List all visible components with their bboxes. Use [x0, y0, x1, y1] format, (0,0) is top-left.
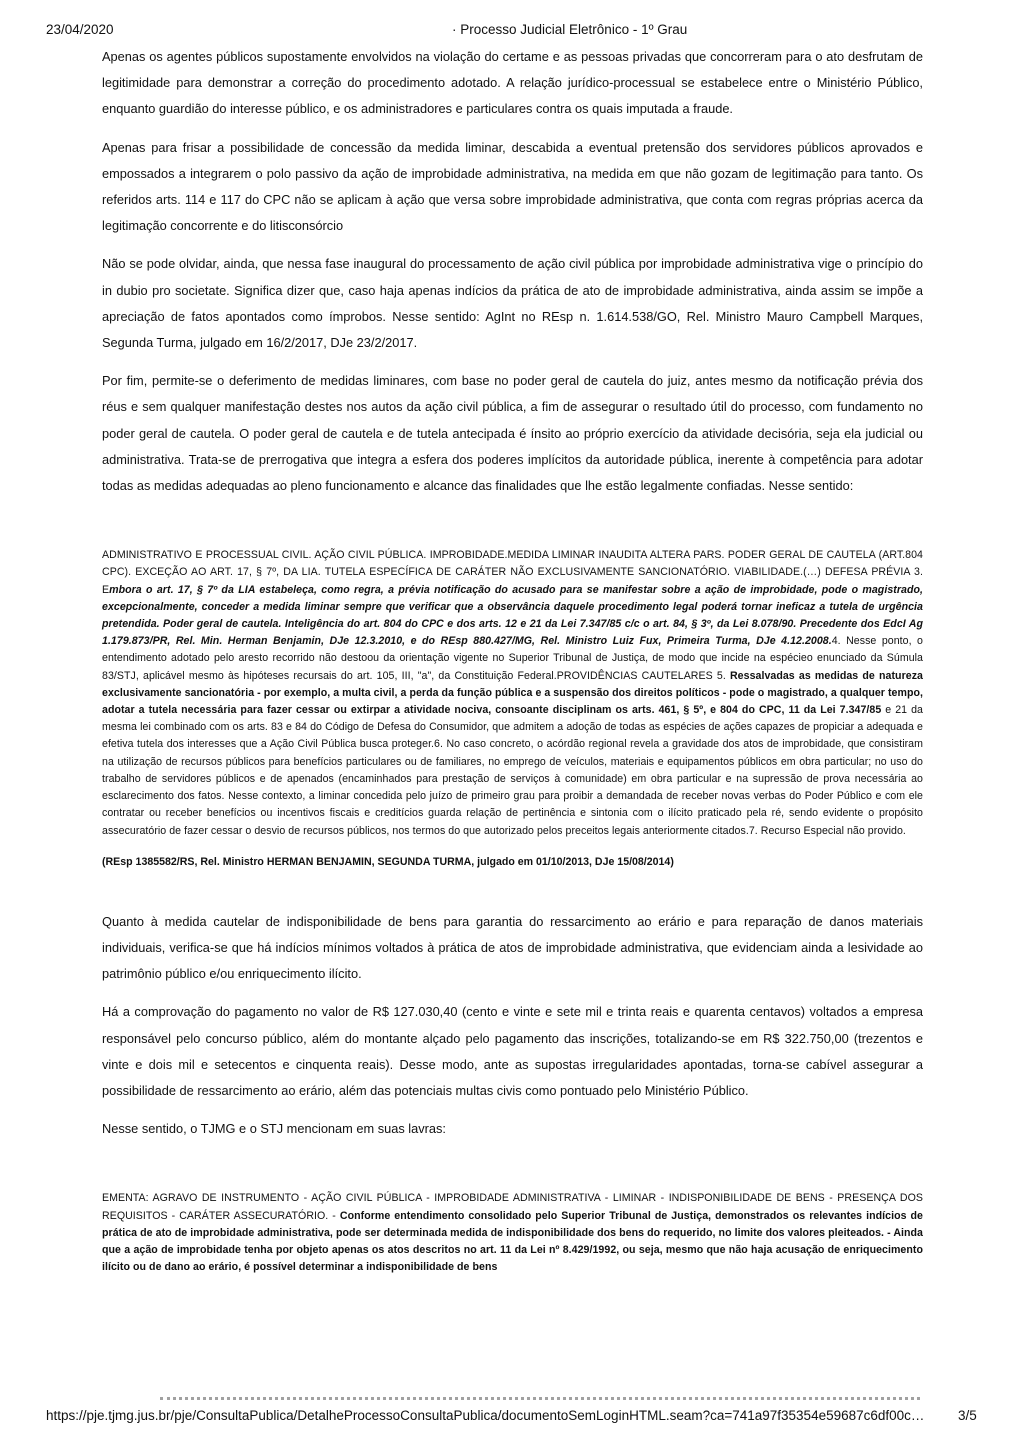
quote-emphasis-bold: Conforme entendimento consolidado pelo Superior Tribunal de Justiça, demonstrados os relevantes indícios de prática de ato de improbidade administrativa, pode ser determinada medida de indisponibilidade dos bens do requerido, no limite dos valores pleiteados. - Ainda que a ação de improbidade tenha por objeto apenas os atos descritos no art. 11 da Lei nº 8.429/1992, ou seja, mesmo que não haja acusação de enriquecimento ilícito ou de dano ao erário, é possível determinar a indisponibilidade de bens	[102, 1209, 923, 1274]
paragraph-legitimidade: Apenas os agentes públicos supostamente envolvidos na violação do certame e as pessoas privadas que concorreram para o ato desfrutam de legitimidade para demonstrar a correção do procedimento adotado. A relação jurídico-processual se estabelece entre o Ministério Público, enquanto guardião do interesse público, e os administradores e particulares contra os quais imputada a fraude.	[102, 49, 923, 117]
quote-emphasis-bold: Ressalvadas as medidas de natureza exclusivamente sancionatória - por exemplo, a multa civil, a perda da função pública e a suspensão dos direitos políticos - pode o magistrado, a qualquer tempo, adotar a tutela necessária para fazer cessar ou extirpar a atividade nociva, consoante disciplinam os arts. 461, § 5º, e 804 do CPC, 11 da Lei 7.347/85	[102, 669, 923, 717]
quote-agravo-ementa	[102, 1190, 923, 1276]
paragraph-pagamento: Há a comprovação do pagamento no valor de R$ 127.030,40 (cento e vinte e sete mil e trinta reais e quarenta centavos) voltados a empresa responsável pelo concurso público, além do montante alçado pelo pagamento das inscrições, totalizando-se em R$ 322.750,00 (trezentos e vinte e dois mil e setecentos e cinquenta reais). Desse modo, ante as supostas irregularidades apontadas, torna-se cabível assegurar a possibilidade de ressarcimento ao erário, além das potenciais multas civis como pontuado pelo Ministério Público.	[102, 1004, 923, 1098]
quote-resp-1385582	[102, 547, 923, 839]
header-date: 23/04/2020	[46, 22, 114, 37]
quote-text-continued: e 21 da mesma lei combinado com os arts. 83 e 84 do Código de Defesa do Consumidor, que admitem a adoção de todas as espécies de ações capazes de propiciar a adequada e efetiva tutela dos interesses que a Ação Civil Pública busca proteger.6. No caso concreto, o acórdão regional revela a gravidade dos atos de improbidade, que consistiram na utilização de recursos públicos para benefícios particulares ou de familiares, no emprego de veículos, materiais e equipamentos públicos em obra particular; no uso do trabalho de servidores públicos e de apenados (encaminhados para prestação de serviços à comunidade) em obra particular e na supressão de prova necessária ao esclarecimento dos fatos. Nesse contexto, a liminar concedida pelo juízo de primeiro grau para proibir a demandada de receber novas verbas do Poder Público e com ele contratar ou receber benefícios ou incentivos fiscais e creditícios guarda relação de pertinência e sintonia com o ilícito praticado pela ré, sendo evidente o propósito assecuratório de fazer cessar o desvio de recursos públicos, nos termos do que autorizado pelos preceitos legais anteriormente citados.7. Recurso Especial não provido.	[102, 704, 923, 837]
paragraph-poder-geral-cautela: Por fim, permite-se o deferimento de medidas liminares, com base no poder geral de cautela do juiz, antes mesmo da notificação prévia dos réus e sem qualquer manifestação destes nos autos da ação civil pública, a fim de assegurar o resultado útil do processo, com fundamento no poder geral de cautela. O poder geral de cautela e de tutela antecipada é ínsito ao próprio exercício da atividade decisória, seja ela judicial ou administrativa. Trata-se de prerrogativa que integra a esfera dos poderes implícitos da autoridade pública, inerente à competência para adotar todas as medidas adequadas ao pleno funcionamento e alcance das finalidades que lhe estão legalmente confiadas. Nesse sentido:	[102, 373, 923, 494]
header-title: · Processo Judicial Eletrônico - 1º Grau	[452, 22, 688, 37]
quote-ementa-heading: ADMINISTRATIVO E PROCESSUAL CIVIL. AÇÃO CIVIL PÚBLICA. IMPROBIDADE.MEDIDA LIMINAR INAUDITA ALTERA PARS. PODER GERAL DE CAUTELA (ART.804 CPC). EXCEÇÃO AO ART. 17, § 7º, DA LIA. TUTELA ESPECÍFICA DE CARÁTER NÃO EXCLUSIVAMENTE SANCIONATÓRIO. VIABILIDADE.(…) DEFESA PRÉVIA 3. E	[102, 549, 923, 596]
quote-ementa-heading: EMENTA: AGRAVO DE INSTRUMENTO - AÇÃO CIVIL PÚBLICA - IMPROBIDADE ADMINISTRATIVA - LIMINAR - INDISPONIBILIDADE DE BENS - PRESENÇA DOS REQUISITOS - CARÁTER ASSECURATÓRIO. -	[102, 1192, 923, 1222]
paragraph-indisponibilidade: Quanto à medida cautelar de indisponibilidade de bens para garantia do ressarcimento ao erário e para reparação de danos materiais individuais, verifica-se que há indícios mínimos voltados à prática de atos de improbidade administrativa, que evidenciam ainda a lesividade ao patrimônio público e/ou enriquecimento ilícito.	[102, 913, 923, 982]
document-body	[102, 44, 923, 1276]
citation-resp-1385582: (REsp 1385582/RS, Rel. Ministro HERMAN BENJAMIN, SEGUNDA TURMA, julgado em 01/10/2013, DJe 15/08/2014)	[102, 855, 674, 868]
page-cutoff-text	[160, 1396, 920, 1402]
quote-emphasis-italic: mbora o art. 17, § 7º da LIA estabeleça, como regra, a prévia notificação do acusado para se manifestar sobre a ação de improbidade, pode o magistrado, excepcionalmente, conceder a medida liminar sempre que verificar que a observância daquele procedimento legal poderá tornar ineficaz a tutela de urgência pretendida. Poder geral de cautela. Inteligência do art. 804 do CPC e dos arts. 12 e 21 da Lei 7.347/85 c/c o art. 84, § 3º, da Lei 8.078/90. Precedente dos EdcI Ag 1.179.873/PR, Rel. Min. Herman Benjamin, DJe 12.3.2010, e do REsp 880.427/MG, Rel. Ministro Luiz Fux, Primeira Turma, DJe 4.12.2008.	[102, 583, 923, 648]
paragraph-in-dubio: Não se pode olvidar, ainda, que nessa fase inaugural do processamento de ação civil pública por improbidade administrativa vige o princípio do in dubio pro societate. Significa dizer que, caso haja apenas indícios da prática de ato de improbidade administrativa, ainda assim se impõe a apreciação de fatos apontados como ímprobos. Nesse sentido: AgInt no REsp n. 1.614.538/GO, Rel. Ministro Mauro Campbell Marques, Segunda Turma, julgado em 16/2/2017, DJe 23/2/2017.	[102, 256, 923, 351]
paragraph-tjmg-stj: Nesse sentido, o TJMG e o STJ mencionam em suas lavras:	[102, 1121, 446, 1137]
footer-page-number: 3/5	[958, 1408, 977, 1423]
quote-text: 4. Nesse ponto, o entendimento adotado pelo aresto recorrido não destoou da orientação vigente no Superior Tribunal de Justiça, de modo que incide na espécieo enunciado da Súmula 83/STJ, aplicável mesmo às hipóteses recursais do art. 105, III, "a", da Constituição Federal.PROVIDÊNCIAS CAUTELARES 5.	[102, 635, 923, 682]
footer-url: https://pje.tjmg.jus.br/pje/ConsultaPublica/DetalheProcessoConsultaPublica/documentoSemLoginHTML.seam?ca=741a97f35354e59687c6df00c…	[46, 1408, 925, 1423]
paragraph-liminar: Apenas para frisar a possibilidade de concessão da medida liminar, descabida a eventual pretensão dos servidores públicos aprovados e empossados a integrarem o polo passivo da ação de improbidade administrativa, na medida em que não gozam de legitimação para tanto. Os referidos arts. 114 e 117 do CPC não se aplicam à ação que versa sobre improbidade administrativa, que conta com regras próprias acerca da legitimação concorrente e do litisconsórcio	[102, 139, 923, 234]
